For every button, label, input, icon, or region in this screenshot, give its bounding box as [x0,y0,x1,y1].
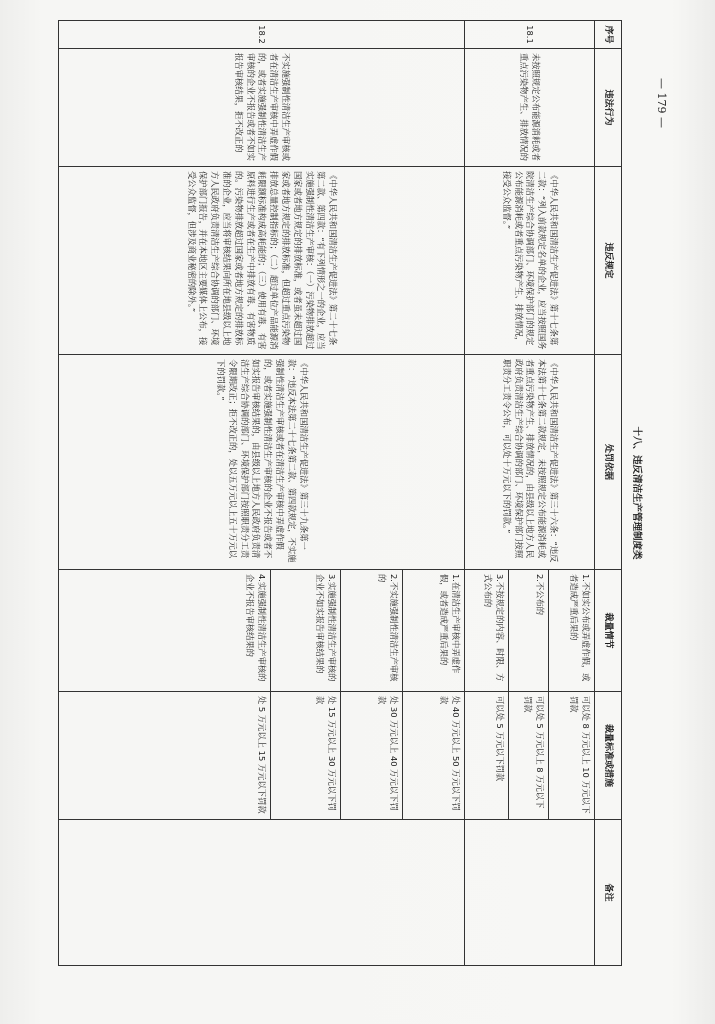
row-basis: 《中华人民共和国清洁生产促进法》第三十六条：“违反本法第十七条第二款规定，未按照规定公布能源消耗或者重点污染物产生、排放情况的，由县级以上地方人民政府负责清洁生产综合协调的部门、环境保护部门按照职责分工责令公布，可以处十万元以下的罚款。” [465,355,595,570]
row-circumstance: 1.不如实公布或弄虚作假，或者造成严重后果的 [549,570,595,692]
row-note [59,820,465,966]
row-circumstance: 1.在清洁生产审核中弄虚作假，或者造成严重后果的 [403,570,465,692]
table-title-row [622,21,651,966]
table-header-row [595,21,622,966]
rotated-table-container [70,20,650,965]
header-circ: 裁量情节 [595,570,622,692]
row-standard: 处 30 万元以上 40 万元以下罚款 [341,692,403,820]
row-seq: 18.2 [59,21,465,49]
row-standard: 可以处 5 万元以下罚款 [465,692,509,820]
row-standard: 处 40 万元以上 50 万元以下罚款 [403,692,465,820]
row-standard: 处 15 万元以上 30 万元以下罚款 [271,692,341,820]
table-row [403,21,465,966]
row-basis: 《中华人民共和国清洁生产促进法》第三十九条第一款：“违反本法第二十七条第二款、第四款规定，不实施强制性清洁生产审核或者在清洁生产审核中弄虚作假的，或者实施强制性清洁生产审核的企业不报告或者不如实报告审核结果的，由县级以上地方人民政府负责清洁生产综合协调的部门、环境保护部门按照职责分工责令限期改正；拒不改正的，处以五万元以上五十万元以下的罚款。” [59,355,465,570]
row-rule: 《中华人民共和国清洁生产促进法》第二十七条第二款、第四款：“有下列情形之一的企业，应当实施强制性清洁生产审核：（一）污染物排放超过国家或者地方规定的排放标准，或者虽未超过国家或者地方规定的排放标准，但超过重点污染物排放总量控制指标的；（二）超过单位产品能源消耗限额标准构成高耗能的；（三）使用有毒、有害原料进行生产或者在生产中排放有毒、有害物质的。污染物排放超过国家或者地方规定的排放标准的企业，应当将审核结果向所在地县级以上地方人民政府负责清洁生产综合协调的部门、环境保护部门报告，并在本地区主要媒体上公布，接受公众监督，但涉及商业秘密的除外。” [59,167,465,355]
header-seq: 序号 [595,21,622,49]
row-circumstance: 2.不公布的 [509,570,549,692]
row-standard: 可以处 8 万元以上 10 万元以下罚款 [549,692,595,820]
row-violation: 未按照规定公布能源消耗或者重点污染物产生、排放情况的 [465,49,595,167]
row-circumstance: 2.不实施强制性清洁生产审核的 [341,570,403,692]
row-circumstance: 4.实施强制性清洁生产审核的企业不报告审核结果的 [59,570,271,692]
header-rule: 违反规定 [595,167,622,355]
row-note [465,820,595,966]
header-std: 裁量标准或措施 [595,692,622,820]
row-standard: 可以处 5 万元以上 8 万元以下罚款 [509,692,549,820]
row-rule: 《中华人民共和国清洁生产促进法》第十七条第二款：“列入前款规定名单的企业，应当按照国务院清洁生产综合协调部门、环境保护部门的规定公布能源消耗或者重点污染物产生、排放情况，接受公众监督。” [465,167,595,355]
header-basis: 处罚依据 [595,355,622,570]
page-number: — 179 — [655,78,668,128]
header-note: 备注 [595,820,622,966]
row-standard: 处 5 万元以上 15 万元以下罚款 [59,692,271,820]
row-violation: 不实施强制性清洁生产审核或者在清洁生产审核中弄虚作假的，或者实施强制性清洁生产审核的企业不报告或者不如实报告审核结果，拒不改正的 [59,49,465,167]
header-act: 违法行为 [595,49,622,167]
row-circumstance: 3.实施强制性清洁生产审核的企业不如实报告审核结果的 [271,570,341,692]
row-seq: 18.1 [465,21,595,49]
table-row [549,21,595,966]
table-title: 十八、违反清洁生产管理制度类 [622,21,651,966]
penalty-discretion-table [58,20,650,966]
row-circumstance: 3.不按规定的内容、时限、方式公布的 [465,570,509,692]
